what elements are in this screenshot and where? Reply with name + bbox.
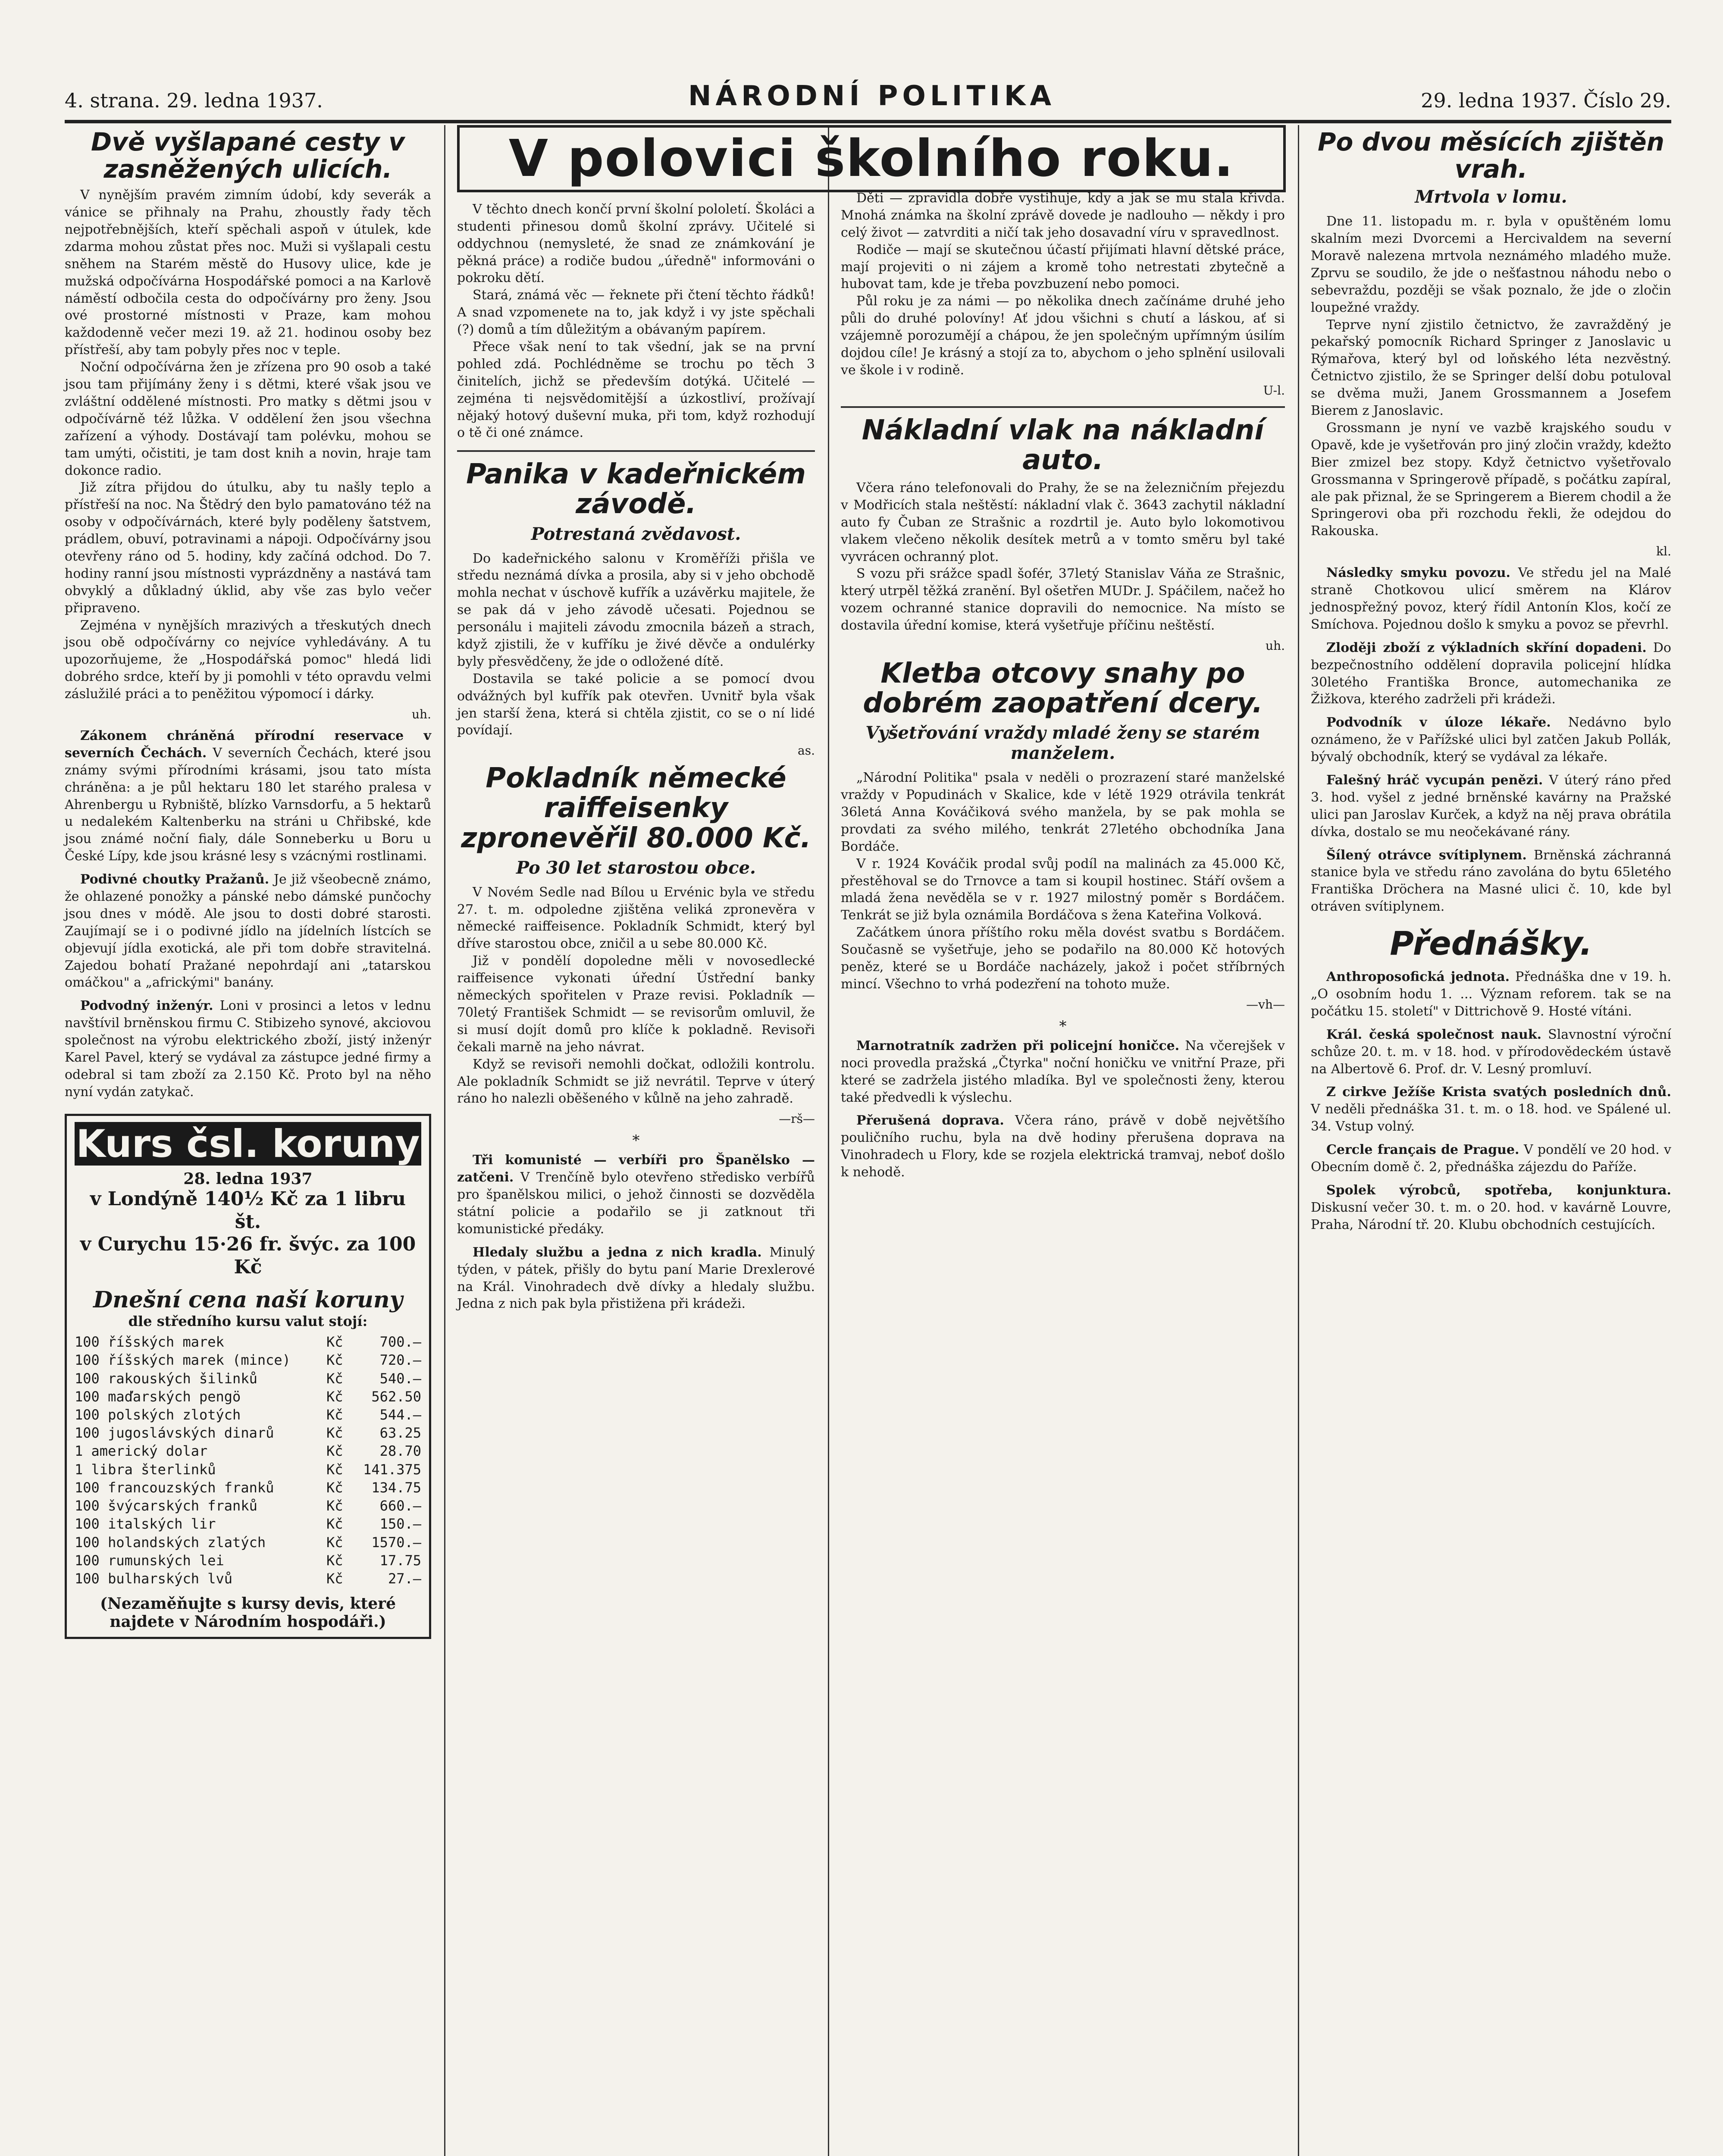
- paragraph: Začátkem února příštího roku měla dovést svatbu s Bordáčem. Současně se vyšetřuje, jeho se podařilo na 80.000 Kč hotových peněz, které se u Bordáče nacházely, jakož i počet stříbrných mincí. Všechno to vrhá podezření na tohoto muže.: [841, 925, 1285, 992]
- brief-item: [1311, 564, 1671, 633]
- currency-label: Kč: [326, 1352, 343, 1369]
- lecture-item: [1311, 968, 1671, 1020]
- currency-value: 141.375: [363, 1461, 421, 1478]
- currency-note: (Nezaměňujte s kursy devis, které najdete v Národním hospodáři.): [100, 1595, 396, 1631]
- brief-item: [1311, 714, 1671, 766]
- separator-star: *: [632, 1132, 640, 1150]
- brief-lead: Následky smyku povozu.: [1326, 565, 1510, 581]
- article-body-salon: [457, 550, 815, 740]
- paragraph: S vozu při srážce spadl šofér, 37letý Stanislav Váňa ze Strašnic, který utrpěl těžká zranění. Byl ošetřen MUDr. J. Spáčilem, načež ho vozem ochranné stanice dopravili do nemocnice. Na místo se dostavila úřední komise, která vyšetřuje příčinu neštěstí.: [841, 566, 1285, 633]
- columns: [65, 125, 1671, 2156]
- masthead: [65, 65, 1671, 123]
- currency-value: 134.75: [371, 1479, 421, 1496]
- brief-lead: Podivné choutky Pražanů.: [80, 872, 269, 887]
- brief-item: [457, 1152, 815, 1238]
- lecture-lead: Z cirkve Ježíše Krista svatých posledních dnů.: [1326, 1084, 1671, 1100]
- paragraph: V těchto dnech končí první školní pololetí. Školáci a studenti přinesou domů školní zprávy. Učitelé si oddychnou (nemysleté, že snad ze známkování je pěkná práce) a rodiče budou „úředně" informováni o pokroku dětí.: [457, 201, 815, 286]
- lecture-lead: Král. česká společnost nauk.: [1326, 1027, 1542, 1042]
- lecture-text: V neděli přednáška 31. t. m. o 18. hod. ve Spálené ul. 34. Vstup volný.: [1311, 1102, 1671, 1134]
- brief-item: [65, 997, 431, 1100]
- article-body-curse: [841, 769, 1285, 993]
- brief-text: V severních Čechách, které jsou známy svými přírodními krásami, jsou tato místa chráněna: a je půl hektaru 180 let starého pralesa v Ahrenbergu u Rybniště, blízko Varnsdorfu, a 5 hektarů u nedalekém Kaltenberku na stráni u Chřibské, kde jsou známé noční fialy, dále Sonneberku u Boru u České Lípy, kde jsou krásné lesy s vzácnými rostlinami.: [65, 745, 431, 864]
- currency-unit: 100 holandských zlatých: [75, 1534, 266, 1551]
- brief-item: [841, 1112, 1285, 1181]
- brief-item: [841, 1037, 1285, 1106]
- currency-rate-row: [75, 1497, 421, 1515]
- paragraph: V Novém Sedle nad Bílou u Ervénic byla ve středu 27. t. m. odpoledne zjištěna veliká zpronevěra v německé raiffeisence. Pokladník Schmidt, který byl dříve starostou obce, zničil a u sebe 80.000 Kč.: [457, 884, 815, 952]
- currency-rate-row: [75, 1351, 421, 1369]
- paragraph: Včera ráno telefonovali do Prahy, že se na železničním přejezdu v Modřicích stala neštěstí: nákladní vlak č. 3643 zachytil nákladní auto fy Čuban ze Strašnic a rozdrtil je. Auto bylo lokomotivou vlakem vlečeno několik desítek metrů a v tomto směru byl také vyvrácen ochranný plot.: [841, 480, 1285, 564]
- paragraph: Již v pondělí dopoledne měli v novosedlecké raiffeisence vykonati úřední Ústřední banky německých spořitelen v Praze revisi. Pokladník — 70letý František Schmidt — se revisorům omluvil, že si musí dojít domů pro klíče k pokladně. Revisoři čekali marně na jeho návrat.: [457, 953, 815, 1055]
- currency-value: 150.—: [379, 1516, 421, 1532]
- currency-rate-row: [75, 1479, 421, 1497]
- currency-subtitle: Dnešní cena naší koruny: [93, 1287, 403, 1313]
- currency-unit: 100 polských zlotých: [75, 1406, 241, 1423]
- currency-unit: 100 maďarských pengö: [75, 1388, 241, 1405]
- article-body-murder: [1311, 213, 1671, 540]
- currency-unit: 100 říšských marek: [75, 1334, 224, 1351]
- currency-rates-date: 28. ledna 1937: [183, 1169, 313, 1188]
- currency-value: 720.—: [379, 1352, 421, 1369]
- currency-unit: 1 libra šterlinků: [75, 1461, 216, 1478]
- currency-value: 544.—: [379, 1406, 421, 1423]
- paragraph: Stará, známá věc — řeknete při čtení těchto řádků! A snad vzpomenete na to, jak když i vy jste spěchali (?) domů a tím důležitým a obávaným papírem.: [457, 288, 815, 338]
- brief-lead: Falešný hráč vycupán penězi.: [1326, 772, 1543, 788]
- article-signature: kl.: [1656, 544, 1671, 559]
- currency-label: Kč: [326, 1370, 343, 1387]
- column-1: [65, 125, 431, 2156]
- masthead-paper-title: NÁRODNÍ POLITIKA: [688, 80, 1056, 112]
- brief-lead: Šílený otrávce svítiplynem.: [1326, 847, 1527, 863]
- brief-item: [457, 1244, 815, 1313]
- masthead-left: 4. strana. 29. ledna 1937.: [65, 89, 323, 112]
- currency-label: Kč: [326, 1406, 343, 1423]
- brief-text: Nedávno bylo oznámeno, že v Pařížské ulici byl zatčen Jakub Pollák, bývalý obchodník, který se vydával za lékaře.: [1311, 715, 1671, 765]
- currency-label: Kč: [326, 1552, 343, 1569]
- currency-unit: 1 americký dolar: [75, 1443, 208, 1460]
- article-body-school: [457, 201, 815, 442]
- paragraph: Dostavila se také policie a se pomocí dvou odvážných byl kufřík pak otevřen. Uvnitř byla však jen starší žena, která si chtěla zjistit, co se o ní lidé povídají.: [457, 671, 815, 738]
- currency-label: Kč: [326, 1461, 343, 1478]
- currency-rates-title: Kurs čsl. koruny: [75, 1122, 421, 1166]
- brief-text: Včera ráno, právě v době největšího pouličního ruchu, byla na dvě hodiny přerušena doprava na Vinohradech u Flory, kde se rozjela elektrická tramvaj, neboť došlo k nehodě.: [841, 1113, 1285, 1180]
- currency-rate-row: [75, 1388, 421, 1406]
- currency-label: Kč: [326, 1534, 343, 1551]
- article-body-school-cont: [841, 190, 1285, 379]
- currency-rate-row: [75, 1515, 421, 1533]
- brief-lead: Tři komunisté — verbíři pro Španělsko — zatčeni.: [457, 1153, 815, 1185]
- currency-unit: 100 švýcarských franků: [75, 1498, 257, 1514]
- brief-item: [1311, 847, 1671, 916]
- currency-value: 63.25: [379, 1425, 421, 1442]
- paragraph: Přece však není to tak všední, jak se na první pohled zdá. Pochlédněme se trochu po těch 3 činitelích, jichž se především dotýká. Učitelé — zejména ti nejsvědomitější a úzkostliví, prožívají nějaký hotový duševní muka, při tom, když rozhodují o tě či oné známce.: [457, 339, 815, 441]
- brief-lead: Marnotratník zadržen při policejní honičce.: [856, 1038, 1180, 1053]
- brief-lead: Hledaly službu a jedna z nich kradla.: [473, 1244, 762, 1260]
- article-subtitle-salon: Potrestaná zvědavost.: [531, 523, 741, 544]
- currency-rate-row: [75, 1424, 421, 1442]
- lecture-text: Slavnostní výroční schůze 20. t. m. v 18. hod. v přírodovědeckém ústavě na Albertově 6. Prof. dr. V. Lesný promluví.: [1311, 1027, 1671, 1077]
- currency-label: Kč: [326, 1570, 343, 1587]
- brief-item: [1311, 772, 1671, 841]
- divider: [841, 406, 1285, 408]
- brief-text: Loni v prosinci a letos v lednu navštívil brněnskou firmu C. Stibizeho synové, akciovou společnost na výrobu elektrického zboží, jistý inženýr Karel Pavel, který se vydával za zástupce jedné firmy a odebral si tam zboží za 2.150 Kč. Proto byl na něho nyní vydán zatykač.: [65, 998, 431, 1100]
- paragraph: Teprve nyní zjistilo četnictvo, že zavražděný je pekařský pomocník Richard Springer z Janoslavic u Rýmařova, který byl od loňského léta nezvěstný. Četnictvo zjistilo, že se Springer delší dobu potuloval se dvěma muži, Janem Grossmannem a Josefem Bierem z Janoslavic.: [1311, 317, 1671, 419]
- article-body-homeless: [65, 187, 431, 703]
- column-4: [1311, 125, 1671, 2156]
- currency-rate-row: [75, 1551, 421, 1570]
- paragraph: Grossmann je nyní ve vazbě krajského soudu v Opavě, kde je vyšetřován pro jiný zločin vraždy, kdežto Bier zmizel bez stopy. Když četnictvo vyšetřovalo Grossmanna v Springerově případě, s počátku zapíral, ale pak přiznal, že se Springerem a Bierem chodil a že Springerovi oba při rozchodu řekli, že odejdou do Rakouska.: [1311, 420, 1671, 539]
- article-title-cashier: Pokladník německé raiffeisenky zpronevěřil 80.000 Kč.: [461, 762, 811, 854]
- lecture-item: [1311, 1182, 1671, 1234]
- currency-value: 17.75: [379, 1552, 421, 1569]
- currency-value: 27.—: [388, 1570, 421, 1587]
- article-title-salon: Panika v kadeřnickém závodě.: [466, 458, 806, 520]
- currency-unit: 100 říšských marek (mince): [75, 1352, 291, 1369]
- brief-item: [65, 727, 431, 865]
- currency-unit: 100 italských lir: [75, 1516, 216, 1532]
- article-title-curse: Kletba otcovy snahy po dobrém zaopatření dcery.: [863, 658, 1263, 720]
- zurich-rate: v Curychu 15·26 fr. švýc. za 100 Kč: [80, 1233, 416, 1279]
- masthead-right: 29. ledna 1937. Číslo 29.: [1421, 89, 1671, 112]
- currency-value: 1570.—: [371, 1534, 421, 1551]
- currency-value: 700.—: [379, 1334, 421, 1351]
- article-body-cashier: [457, 884, 815, 1108]
- currency-unit: 100 jugoslávských dinarů: [75, 1425, 274, 1442]
- currency-label: Kč: [326, 1516, 343, 1532]
- article-title-homeless: Dvě vyšlapané cesty v zasněžených ulicích.: [91, 127, 405, 184]
- article-signature: uh.: [1266, 639, 1285, 653]
- lecture-lead: Cercle français de Prague.: [1326, 1142, 1519, 1158]
- currency-value: 562.50: [371, 1388, 421, 1405]
- currency-rate-row: [75, 1460, 421, 1479]
- currency-rate-row: [75, 1442, 421, 1460]
- article-signature: —rš—: [779, 1112, 815, 1126]
- currency-label: Kč: [326, 1388, 343, 1405]
- brief-item: [65, 871, 431, 991]
- brief-lead: Podvodný inženýr.: [80, 998, 213, 1014]
- paragraph: Noční odpočívárna žen je zřízena pro 90 osob a také jsou tam přijímány ženy i s dětmi, které však jsou ve zvláštní oddělené místnosti. Pro matky s dětmi jsou v odpočívárně též lůžka. V oddělení žen jsou všechna zařízení a výhody. Dostávají tam polévku, mohou se tam umýti, očistiti, je tam dost knih a novin, hraje tam dokonce radio.: [65, 360, 431, 478]
- brief-text: Ve středu jel na Malé straně Chotkovou ulicí směrem na Klárov jednospřežný povoz, který řídil Antonín Klos, kočí ze Smíchova. Pojednou došlo k smyku a povoz se převrhl.: [1311, 565, 1671, 632]
- lecture-text: Diskusní večer 30. t. m. o 20. hod. v kavárně Louvre, Praha, Národní tř. 20. Klubu obchodních cestujících.: [1311, 1200, 1671, 1232]
- column-3: [841, 190, 1285, 2156]
- article-body-train: [841, 479, 1285, 634]
- article-signature: U-l.: [1263, 383, 1285, 398]
- currency-label: Kč: [326, 1498, 343, 1514]
- paragraph: Do kadeřnického salonu v Kroměříži přišla ve středu neznámá dívka a prosila, aby si v jeho obchodě mohla nechat v úschově kufřík a uzávěrku majitele, že se pak dá v jeho závodě učesati. Pojednou se personálu i majiteli závodu zmocnila bázeň a strach, když zjistili, že v kufříku je živé děvče a ondulérky byly přesvědčeny, že jde o odložené dítě.: [457, 551, 815, 669]
- currency-value: 660.—: [379, 1498, 421, 1514]
- separator-star: *: [1059, 1017, 1067, 1035]
- currency-value: 540.—: [379, 1370, 421, 1387]
- lecture-lead: Spolek výrobců, spotřeba, konjunktura.: [1326, 1182, 1671, 1198]
- paragraph: Děti — zpravidla dobře vystihuje, kdy a jak se mu stala křivda. Mnohá známka na školní zprávě dovede je nadlouho — někdy i pro celý život — zatvrditi a ničí tak jeho dosavadní víru v spravedlnost.: [841, 191, 1285, 240]
- article-title-train: Nákladní vlak na nákladní auto.: [862, 414, 1264, 476]
- brief-lead: Zloději zboží z výkladních skříní dopadeni.: [1326, 640, 1647, 655]
- lecture-item: [1311, 1084, 1671, 1135]
- brief-text: V úterý ráno před 3. hod. vyšel z jedné brněnské kavárny na Pražské ulici pan Jaroslav Kurček, a když na něj prava obrátila dívka, dostalo se mu neočekávané rány.: [1311, 772, 1672, 840]
- brief-text: Brněnská záchranná stanice byla ve středu ráno zavolána do bytu 65letého Františka Dröchera na Masné ulici č. 10, kde byl otráven svítiplynem.: [1311, 847, 1671, 915]
- article-subtitle-cashier: Po 30 let starostou obce.: [516, 857, 756, 878]
- currency-unit: 100 francouzských franků: [75, 1479, 274, 1496]
- section-title-lectures: Přednášky.: [1390, 924, 1592, 963]
- currency-rate-row: [75, 1406, 421, 1424]
- paragraph: Když se revisoři nemohli dočkat, odložili kontrolu. Ale pokladník Schmidt se již nevrátil. Teprve v úterý ráno ho nalezli oběšeného v kůlně na jeho zahradě.: [457, 1056, 815, 1106]
- paragraph: Již zítra přijdou do útulku, aby tu našly teplo a přístřeší na noc. Na Štědrý den bylo pamatováno též na osoby v odpočívárnách, které byly poděleny šatstvem, prádlem, obuví, potravinami a nápoji. Odpočívárny jsou otevřeny ráno od 5. hodiny, kdy začíná odchod. Do 7. hodiny ranní jsou místnosti vyprázdněny a nastává tam obvyklý a důkladný úklid, aby vše zas bylo večer připraveno.: [65, 480, 431, 616]
- lecture-text: Přednáška dne v 19. h. „O osobním hodu 1. ... Význam reforem. tak se na počátku 15. století" v Dittrichově 9. Hosté vítáni.: [1311, 969, 1671, 1019]
- article-subtitle-curse: Vyšetřování vraždy mladé ženy se starém manželem.: [865, 723, 1260, 764]
- currency-rate-row: [75, 1533, 421, 1551]
- currency-rate-row: [75, 1369, 421, 1388]
- currency-rates-box: [65, 1114, 431, 1639]
- paragraph: Dne 11. listopadu m. r. byla v opuštěném lomu skalním mezi Dvorcemi a Hercivaldem na severní Moravě nalezena mrtvola neznámého mladého muže. Zprvu se soudilo, že jde o nešťastnou náhodu nebo o sebevraždu, později se však poznalo, že jde o zločin loupežné vraždy.: [1311, 214, 1671, 315]
- currency-label: Kč: [326, 1334, 343, 1351]
- paragraph: Rodiče — mají se skutečnou účastí přijímati hlavní dětské práce, mají projeviti o ni zájem a kromě toho netrestati zbytečně a hubovat tam, kde je třeba povzbuzení nebo pomoci.: [841, 242, 1285, 292]
- currency-label: Kč: [326, 1479, 343, 1496]
- paragraph: „Národní Politika" psala v neděli o prozrazení staré manželské vraždy v Popudinách v Skalice, kde v létě 1929 otrávila tenkrát 36letá Anna Kováčiková svého manžela, by se pak mohla se provdati za svého milého, tenkrát 27letého obchodníka Jana Bordáče.: [841, 770, 1285, 854]
- brief-lead: Přerušená doprava.: [856, 1113, 1004, 1128]
- paragraph: V nynějším pravém zimním údobí, kdy severák a vánice se přihnaly na Prahu, zhoustly řady těch nejpotřebnějších, kteří spěchali aspoň v útulek, kde zdarma mohou zůstat přes noc. Muži si vyšlapali cestu sněhem na Starém městě do Husovy ulice, kde je mužská odpočívárna Hospodářské pomoci a na Karlově náměstí odbočila cesta do odpočívárny pro ženy. Jsou ové prostorné místnosti v Praze, kam mohou každodenně večer mezi 19. až 21. hodinou osoby bez přístřeší, aby tam pobyly přes noc v teple.: [65, 188, 431, 358]
- currency-rate-table: [75, 1333, 421, 1588]
- currency-unit: 100 rumunských lei: [75, 1552, 224, 1569]
- currency-unit: 100 rakouských šilinků: [75, 1370, 257, 1387]
- article-signature: uh.: [412, 707, 431, 721]
- column-rule: [1298, 125, 1299, 2156]
- lecture-text: V pondělí ve 20 hod. v Obecním domě č. 2, přednáška zájezdu do Paříže.: [1311, 1142, 1671, 1175]
- divider: [457, 450, 815, 452]
- currency-hint: dle středního kursu valut stojí:: [128, 1313, 368, 1330]
- brief-lead: Zákonem chráněná přírodní reservace v severních Čechách.: [65, 728, 431, 761]
- brief-text: Minulý týden, v pátek, přišly do bytu paní Marie Drexlerové na Král. Vinohradech dvě dívky a hledaly službu. Jedna z nich pak byla přistižena při krádeži.: [457, 1244, 815, 1312]
- brief-text: Na včerejšek v noci provedla pražská „Čtyrka" noční honičku ve vnitřní Praze, při které se zadržela jistého mladíka. Byl ve společnosti ženy, kterou také předvedli k výslechu.: [841, 1038, 1285, 1105]
- brief-item: [1311, 639, 1671, 708]
- article-title-murder: Po dvou měsících zjištěn vrah.: [1318, 127, 1664, 184]
- brief-text: Do bezpečnostního oddělení dopravila policejní hlídka 30letého Františka Bronce, automechanika ze Žižkova, kterého zadrželi při krádeži.: [1311, 640, 1671, 707]
- column-rule: [828, 125, 829, 2156]
- currency-label: Kč: [326, 1443, 343, 1460]
- currency-value: 28.70: [379, 1443, 421, 1460]
- column-rule: [444, 125, 445, 2156]
- brief-text: Je již všeobecně známo, že ohlazené ponožky a pánské nebo dámské punčochy jsou dnes v módě. Ale jsou to dosti dobré starosti. Zaujímají se i o podivné jídlo na jídelních lístcích se objevují jídla exotická, ale při tom dobře stravitelná. Zajedou bohatí Pražané nepohrdají ani „tatarskou omáčkou" a „africkými" banány.: [65, 872, 431, 990]
- currency-label: Kč: [326, 1425, 343, 1442]
- lecture-lead: Anthroposofická jednota.: [1326, 969, 1510, 985]
- banner-headline-school: V polovici školního roku.: [457, 125, 1286, 192]
- london-rate: v Londýně 140½ Kč za 1 libru št.: [90, 1188, 406, 1233]
- article-subtitle-murder: Mrtvola v lomu.: [1415, 187, 1567, 207]
- brief-text: V Trenčíně bylo otevřeno středisko verbířů pro španělskou milici, o jehož činnosti se dozvěděla státní policie a podařilo se ji zatknout tři komunistické předáky.: [457, 1170, 815, 1237]
- brief-lead: Podvodník v úloze lékaře.: [1326, 715, 1551, 730]
- paragraph: Půl roku je za námi — po několika dnech začínáme druhé jeho půli do druhé polovíny! Ať jdou všichni s chutí a láskou, ať si vzájemně porozumějí a chápou, že jen společným upřímným úsilím dojdou cíle! Je krásný a stojí za to, abychom o jeho splnění usilovali ve škole i v rodině.: [841, 294, 1285, 378]
- article-signature: as.: [798, 743, 815, 758]
- currency-rate-row: [75, 1570, 421, 1588]
- currency-unit: 100 bulharských lvů: [75, 1570, 233, 1587]
- paragraph: Zejména v nynějších mrazivých a třeskutých dnech jsou obě odpočívárny co nejvíce vyhledávány. A tu upozorňujeme, že „Hospodářská pomoc" hledá lidi dobrého srdce, kteří by ji pomohli v této opravdu velmi záslužilé práci a to peněžitou výpomocí i dárky.: [65, 617, 431, 702]
- article-signature: —vh—: [1246, 997, 1285, 1012]
- currency-rate-row: [75, 1333, 421, 1351]
- lecture-item: [1311, 1026, 1671, 1078]
- paragraph: V r. 1924 Kováčik prodal svůj podíl na malinách za 45.000 Kč, přestěhoval se do Trnovce a tam si koupil hostinec. Stáří ovšem a mladá žena nevěděla se v r. 1927 milostný poměr s Bordáčem. Tenkrát se již byla oznámila Bordáčova s žena Kateřina Volková.: [841, 856, 1285, 923]
- lecture-item: [1311, 1141, 1671, 1176]
